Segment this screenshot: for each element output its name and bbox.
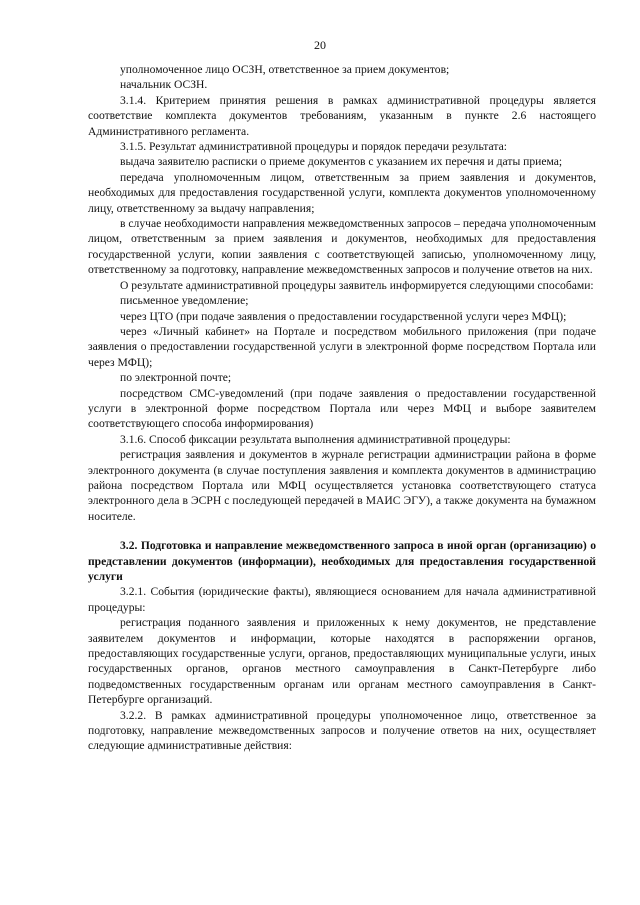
paragraph-transfer: передача уполномоченным лицом, ответственным за прием заявления и документов, необходимых для предоставления государственной услуги, комплекта документов уполномоченному лицу, ответственному за выдачу направления; [88,170,596,215]
paragraph-via-email: по электронной почте; [120,371,232,385]
paragraph-3-1-6: 3.1.6. Способ фиксации результата выполнения административной процедуры: [120,432,511,446]
paragraph-registration: регистрация заявления и документов в журнале регистрации администрации района в форме электронного документа (в случае поступления заявления и комплекта документов в администрацию района посредством Портала или МФЦ осуществляется установка соответствующего статуса электронного дела в ЭСРН с последующей передачей в МАИС ЭГУ), а также документа на бумажном носителе. [88,448,596,523]
paragraph-3-2-2: 3.2.2. В рамках административной процедуры уполномоченное лицо, ответственное за подготовку, направление межведомственных запросов и получение ответов на них, осуществляет следующие административные действия: [88,708,596,753]
paragraph-via-sms: посредством СМС-уведомлений (при подаче заявления о предоставлении государственной услуги в электронной форме посредством Портала или через МФЦ и выборе заявителем соответствующего способа информирования) [88,386,596,431]
paragraph-written-notice: письменное уведомление; [120,294,249,308]
paragraph-registration-applied: регистрация поданного заявления и приложенных к нему документов, не представление заявителем документов и информации, которые находятся в распоряжении органов, предоставляющих государственные услуги, органов, предоставляющих муниципальные услуги, иных государственных органов, органов местного самоуправления в Санкт-Петербурге либо подведомственных государственным органам или органам местного самоуправления в Санкт-Петербурге организаций. [88,616,596,707]
paragraph-receipt: выдача заявителю расписки о приеме документов с указанием их перечня и даты приема; [120,155,563,169]
paragraph-interagency-case: в случае необходимости направления межведомственных запросов – передача уполномоченным лицом, ответственным за прием заявления и документов, необходимых для предоставления государственной услуги, копии заявления с соответствующей записью, уполномоченному лицу, ответственному за подготовку, направление межведомственных запросов и получение ответов на них. [88,217,596,277]
paragraph-head-oszn: начальник ОСЗН. [120,78,208,92]
page-number: 20 [314,38,326,52]
section-heading-3-2: 3.2. Подготовка и направление межведомственного запроса в иной орган (организацию) о представлении документов (информации), необходимых для предоставления государственной услуги [88,539,596,583]
paragraph-via-cabinet: через «Личный кабинет» на Портале и посредством мобильного приложения (при подаче заявления о предоставлении государственной услуги в электронной форме посредством Портала или через МФЦ); [88,324,596,369]
paragraph-via-cto: через ЦТО (при подаче заявления о предоставлении государственной услуги через МФЦ); [120,309,567,323]
paragraph-3-2-1: 3.2.1. События (юридические факты), являющиеся основанием для начала административной процедуры: [88,585,596,614]
paragraph-3-1-5: 3.1.5. Результат административной процедуры и порядок передачи результата: [120,140,507,154]
document-body [88,62,596,754]
section-gap [88,524,596,538]
paragraph-responsible-person: уполномоченное лицо ОСЗН, ответственное за прием документов; [120,63,450,76]
paragraph-3-1-4: 3.1.4. Критерием принятия решения в рамках административной процедуры является соответствие комплекта документов требованиям, указанным в пункте 2.6 настоящего Административного регламента. [88,93,596,138]
paragraph-notification-methods: О результате административной процедуры заявитель информируется следующими способами: [120,278,594,292]
